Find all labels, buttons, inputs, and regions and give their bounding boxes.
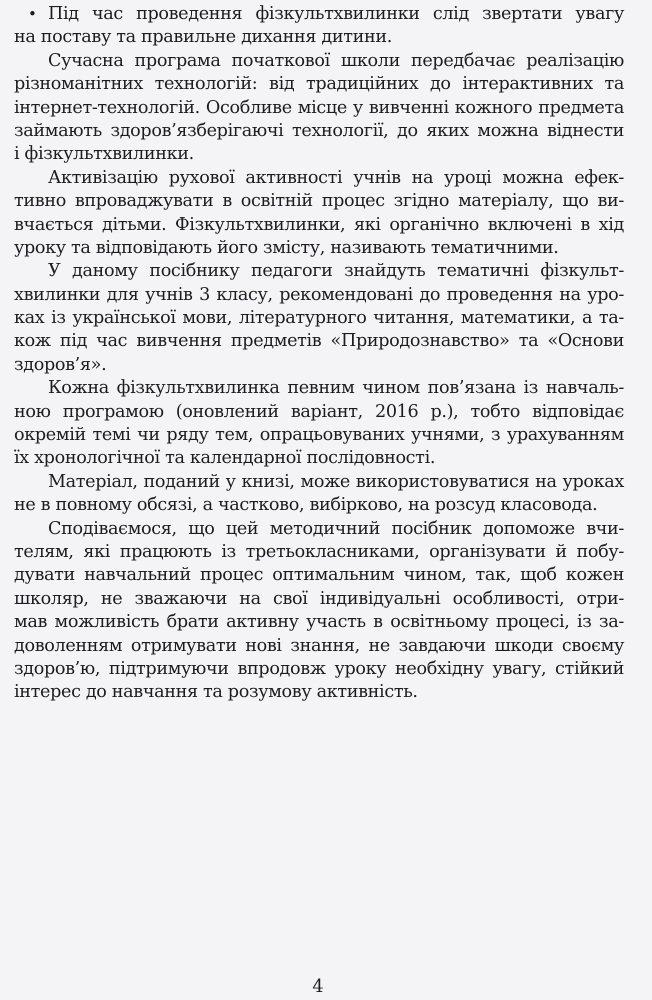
text-line: не в повному обсязі, а частково, вибірково, на розсуд класовода. [14, 495, 598, 516]
text-line: уроку та відповідають його змісту, називають тематичними. [14, 237, 559, 258]
page-number: 4 [312, 977, 324, 997]
text-line: Кожна фізкультхвилинка певним чином пов’язана із навчаль- [48, 378, 624, 399]
text-line: кож під час вивчення предметів «Природознавство» та «Основи [14, 331, 624, 352]
paragraph [14, 471, 624, 518]
bullet-marker: • [28, 5, 37, 23]
text-line: У даному посібнику педагоги знайдуть тематичні фізкульт- [48, 261, 624, 282]
text-line: здоров’я». [14, 354, 107, 375]
text-line: Сучасна програма початкової школи передбачає реалізацію [48, 50, 624, 71]
paragraph [14, 50, 624, 167]
text-line: тивно впроваджувати в освітній процес згідно матеріалу, що ви- [14, 191, 624, 212]
text-line: займають здоров’язберігаючі технології, до яких можна віднести [14, 120, 624, 141]
text-line: вчається дітьми. Фізкультхвилинки, які органічно включені в хід [14, 214, 624, 235]
text-line: ках із української мови, літературного читання, математики, а та- [14, 308, 624, 329]
text-line: на поставу та правильне дихання дитини. [14, 27, 392, 48]
paragraph [14, 167, 624, 261]
text-line: мав можливість брати активну участь в освітньому процесі, із за- [14, 612, 624, 633]
text-line: • Під час проведення фізкультхвилинки слід звертати увагу [14, 3, 624, 26]
text-line: Сподіваємося, що цей методичний посібник допоможе вчи- [48, 518, 624, 539]
text-line: окремій темі чи ряду тем, опрацьовуваних учнями, з урахуванням [14, 425, 624, 446]
paragraph [14, 260, 624, 377]
text-line: інтерес до навчання та розумову активність. [14, 682, 418, 703]
text-line: доволенням отримувати нові знання, не завдаючи шкоди своєму [14, 635, 624, 656]
text-line: різноманітних технологій: від традиційних до інтерактивних та [14, 74, 624, 95]
text-line: школяр, не зважаючи на свої індивідуальні особливості, отри- [14, 588, 624, 609]
text-line: і фізкультхвилинки. [14, 144, 194, 165]
bullet-item [14, 3, 624, 50]
text-line: хвилинки для учнів 3 класу, рекомендовані до проведення на уро- [14, 284, 624, 305]
text-line: дувати навчальний процес оптимальним чином, так, щоб кожен [14, 565, 624, 586]
paragraph [14, 377, 624, 471]
text-line: інтернет-технологій. Особливе місце у вивченні кожного предмета [14, 97, 624, 118]
text-line: здоров’ю, підтримуючи впродовж уроку необхідну увагу, стійкий [14, 658, 624, 679]
paragraph [14, 518, 624, 705]
page-body [14, 3, 624, 705]
text-line: їх хронологічної та календарної послідовності. [14, 448, 436, 469]
text-line: телям, які працюють із третьокласниками, організувати й побу- [14, 541, 624, 562]
text-line: Матеріал, поданий у книзі, може використовуватися на уроках [48, 471, 624, 492]
text-line: Активізацію рухової активності учнів на уроці можна ефек- [48, 167, 624, 188]
text-line: ною програмою (оновлений варіант, 2016 р.), тобто відповідає [14, 401, 624, 422]
